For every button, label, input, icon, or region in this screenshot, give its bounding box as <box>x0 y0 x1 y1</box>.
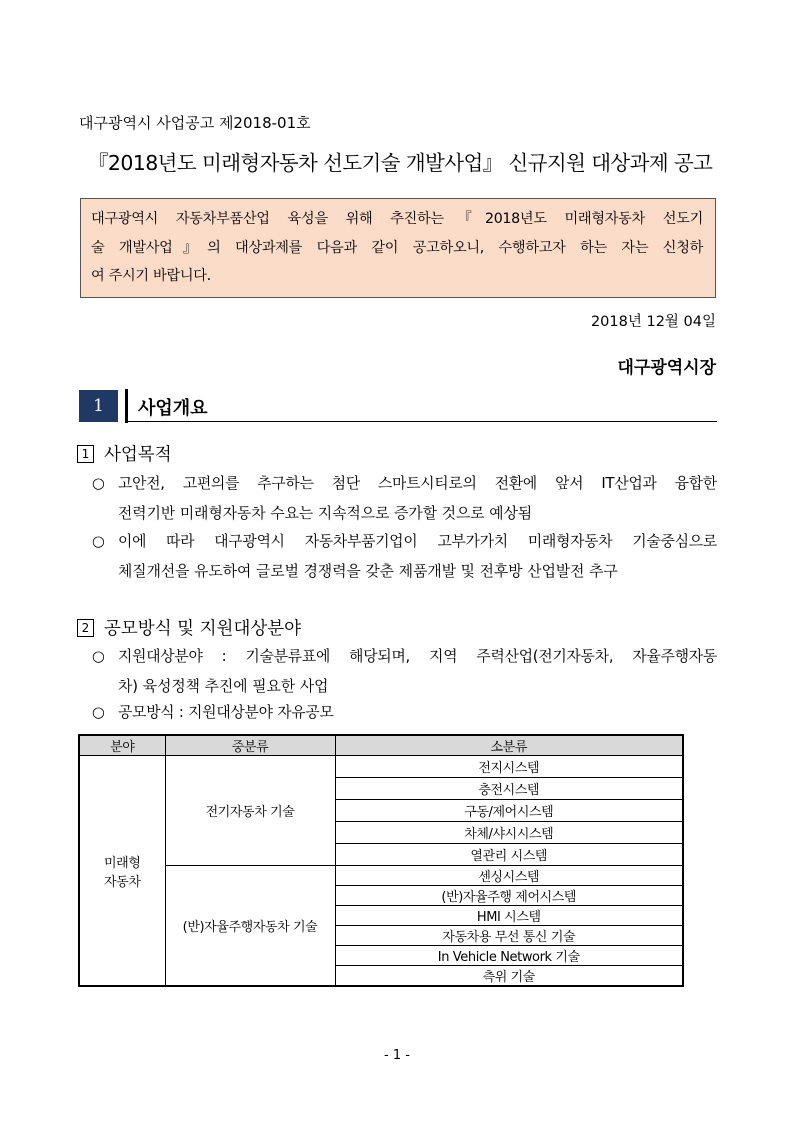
field-label: 자동차 <box>104 874 141 890</box>
notice-number: 대구광역시 사업공고 제2018-01호 <box>79 114 311 132</box>
bullet-text: 지원대상분야 : 기술분류표에 해당되며, 지역 주력산업(전기자동차, 자율주행자동 <box>118 648 717 665</box>
bullet-mark: ○ <box>92 533 105 550</box>
sub-category-cell: (반)자율주행 제어시스템 <box>335 886 683 906</box>
bullet-text: 고안전, 고편의를 추구하는 첨단 스마트시티로의 전환에 앞서 IT산업과 융합한 <box>118 475 717 492</box>
header-middle-category: 중분류 <box>165 735 335 756</box>
sub-category-cell: 자동차용 무선 통신 기술 <box>335 926 683 946</box>
sub-category-cell: HMI 시스템 <box>335 906 683 926</box>
intro-line: 여 주시기 바랍니다. <box>91 268 211 284</box>
sub-category-cell: 전지시스템 <box>335 756 683 778</box>
subsection-number: 2 <box>77 619 94 637</box>
subsection-heading <box>77 441 172 466</box>
subsection-heading <box>77 615 301 640</box>
subsection-number: 1 <box>77 445 94 463</box>
table-row <box>79 866 683 886</box>
bullet-text: 체질개선을 유도하여 글로벌 경쟁력을 갖춘 제품개발 및 전후방 산업발전 추구 <box>118 563 618 580</box>
bullet-text: 이에 따라 대구광역시 자동차부품기업이 고부가가치 미래형자동차 기술중심으로 <box>118 533 717 550</box>
bullet-text: 차) 육성정책 추진에 필요한 사업 <box>118 678 329 695</box>
table-row <box>79 756 683 778</box>
sub-category-cell: 측위 기술 <box>335 966 683 987</box>
notice-date: 2018년 12월 04일 <box>590 314 716 330</box>
field-label: 미래형 <box>104 855 141 871</box>
bullet-item <box>92 642 717 702</box>
tech-classification-table <box>78 734 684 987</box>
bullet-item <box>92 469 717 529</box>
header-field: 분야 <box>79 735 165 756</box>
subsection-title: 공모방식 및 지원대상분야 <box>104 619 302 639</box>
bullet-item <box>92 700 717 726</box>
intro-box <box>80 198 716 298</box>
sub-category-cell: 구동/제어시스템 <box>335 800 683 822</box>
intro-line: 술 개발사업』의 대상과제를 다음과 같이 공고하오니, 수행하고자 하는 자는 신청하 <box>91 239 703 256</box>
page-number: - 1 - <box>384 1048 410 1063</box>
intro-line: 대구광역시 자동차부품산업 육성을 위해 추진하는『2018년도 미래형자동차 선도기 <box>91 211 703 227</box>
subsection-title: 사업목적 <box>104 445 172 465</box>
sub-category-cell: 차체/샤시시스템 <box>335 822 683 844</box>
bullet-mark: ○ <box>92 704 105 721</box>
header-sub-category: 소분류 <box>335 735 683 756</box>
bullet-text: 공모방식 : 지원대상분야 자유공모 <box>118 704 334 721</box>
section-title: 사업개요 <box>138 398 208 419</box>
sub-category-cell: 충전시스템 <box>335 778 683 800</box>
document-title: 『2018년도 미래형자동차 선도기술 개발사업』 신규지원 대상과제 공고 <box>88 151 713 175</box>
issuer-name: 대구광역시장 <box>617 358 716 378</box>
sub-category-cell: 센싱시스템 <box>335 866 683 886</box>
bullet-text: 전력기반 미래형자동차 수요는 지속적으로 증가할 것으로 예상됨 <box>118 505 533 522</box>
table-header-row <box>79 735 683 756</box>
bullet-item <box>92 527 717 587</box>
field-cell <box>79 756 165 987</box>
bullet-mark: ○ <box>92 475 105 492</box>
sub-category-cell: In Vehicle Network 기술 <box>335 946 683 966</box>
section-underline <box>128 421 717 422</box>
section-number: 1 <box>79 390 118 422</box>
middle-category-cell: (반)자율주행자동차 기술 <box>165 866 335 987</box>
section-divider <box>125 389 128 423</box>
middle-category-cell: 전기자동차 기술 <box>165 756 335 866</box>
bullet-mark: ○ <box>92 648 105 665</box>
sub-category-cell: 열관리 시스템 <box>335 844 683 866</box>
